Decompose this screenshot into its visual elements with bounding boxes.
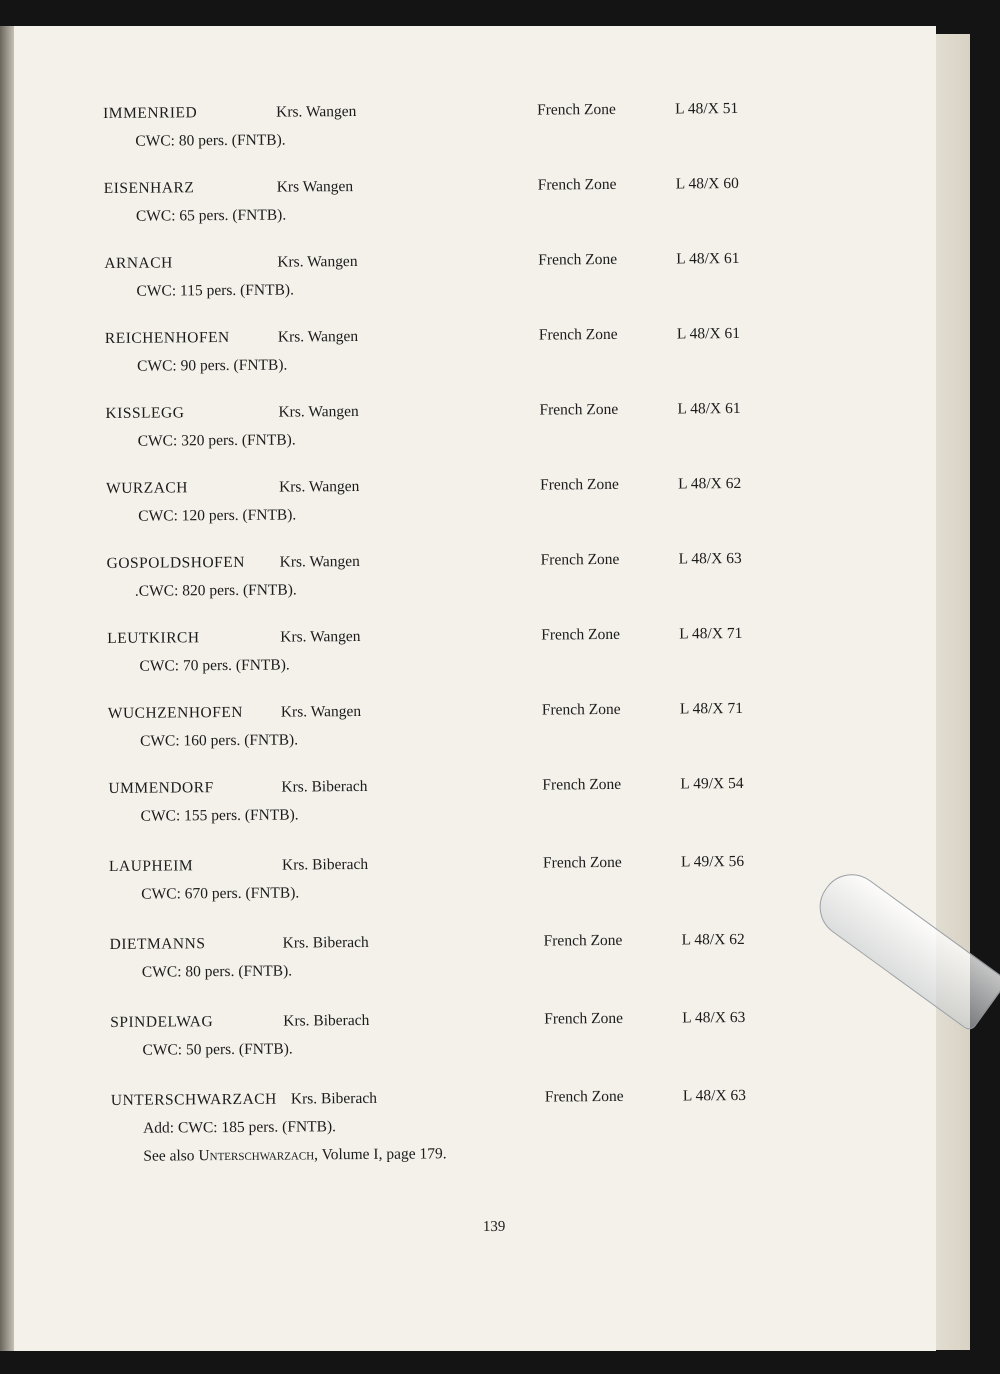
district: Krs. Biberach <box>290 1089 378 1108</box>
entry-spindelwag <box>110 1009 790 1074</box>
page-number: 139 <box>482 1218 506 1236</box>
zone: French Zone <box>537 175 617 194</box>
place-name: EISENHARZ <box>103 179 195 197</box>
see-also-note <box>143 1145 446 1165</box>
entry-note: CWC: 90 pers. (FNTB). <box>137 356 288 375</box>
entry-wuchzenhofen <box>108 700 788 765</box>
entry-note: CWC: 155 pers. (FNTB). <box>140 806 299 825</box>
entry-note: CWC: 115 pers. (FNTB). <box>136 281 295 300</box>
district: Krs. Wangen <box>277 327 359 346</box>
map-reference: L 49/X 54 <box>680 774 744 793</box>
zone: French Zone <box>543 931 623 950</box>
place-name: REICHENHOFEN <box>104 328 230 347</box>
place-name: KISSLEGG <box>105 404 185 422</box>
district: Krs. Wangen <box>278 402 359 421</box>
map-reference: L 48/X 51 <box>675 99 739 118</box>
entry-note: Add: CWC: 185 pers. (FNTB). <box>143 1118 337 1137</box>
place-name: ARNACH <box>104 254 173 272</box>
place-name: IMMENRIED <box>103 104 198 122</box>
entry-kisslegg <box>105 400 785 465</box>
district: Krs Wangen <box>276 178 354 196</box>
entry-note: CWC: 80 pers. (FNTB). <box>135 131 286 150</box>
place-name: SPINDELWAG <box>110 1013 214 1031</box>
zone: French Zone <box>537 100 616 119</box>
entry-leutkirch <box>107 625 787 690</box>
zone: French Zone <box>544 1087 624 1106</box>
entry-note: CWC: 70 pers. (FNTB). <box>139 656 290 675</box>
place-name: LAUPHEIM <box>108 857 194 875</box>
map-reference: L 48/X 63 <box>682 1008 746 1027</box>
zone: French Zone <box>541 625 621 644</box>
see-also-place: Unterschwarzach <box>198 1146 315 1165</box>
entry-arnach <box>104 250 784 315</box>
place-name: WURZACH <box>105 479 188 497</box>
see-also-prefix: See also <box>143 1147 199 1165</box>
place-name: UNTERSCHWARZACH <box>110 1090 277 1109</box>
place-name: LEUTKIRCH <box>107 629 200 647</box>
map-reference: L 48/X 71 <box>679 624 743 643</box>
entry-reichenhofen <box>105 325 785 390</box>
zone: French Zone <box>539 475 619 494</box>
district: Krs. Biberach <box>281 777 368 796</box>
zone: French Zone <box>544 1009 624 1028</box>
district: Krs. Wangen <box>276 102 357 121</box>
map-reference: L 48/X 62 <box>677 474 742 493</box>
district: Krs. Wangen <box>280 702 362 721</box>
zone: French Zone <box>540 550 620 569</box>
district: Krs. Wangen <box>277 252 358 271</box>
entry-note: CWC: 670 pers. (FNTB). <box>141 884 300 903</box>
see-also-suffix: , Volume I, page 179. <box>314 1145 447 1164</box>
map-reference: L 48/X 60 <box>675 174 739 193</box>
entry-eisenharz <box>104 175 784 240</box>
place-name: WUCHZENHOFEN <box>107 703 244 722</box>
entry-note: CWC: 320 pers. (FNTB). <box>137 431 296 450</box>
zone: French Zone <box>538 250 618 269</box>
entry-note: CWC: 120 pers. (FNTB). <box>138 506 297 525</box>
entry-note: CWC: 160 pers. (FNTB). <box>139 731 299 750</box>
zone: French Zone <box>542 853 622 872</box>
district: Krs. Biberach <box>281 855 369 874</box>
place-name: UMMENDORF <box>108 779 214 797</box>
district: Krs. Wangen <box>278 477 360 496</box>
entry-ummendorf <box>108 775 788 840</box>
zone: French Zone <box>538 325 618 344</box>
map-reference: L 48/X 61 <box>677 399 741 418</box>
zone: French Zone <box>541 700 621 719</box>
entry-note: CWC: 80 pers. (FNTB). <box>141 962 293 981</box>
map-reference: L 48/X 61 <box>676 324 741 343</box>
place-name: DIETMANNS <box>109 935 206 953</box>
district: Krs. Wangen <box>279 552 360 571</box>
entry-laupheim <box>109 853 789 918</box>
map-reference: L 48/X 63 <box>682 1086 747 1105</box>
entry-wurzach <box>106 475 786 540</box>
district: Krs. Biberach <box>283 1011 370 1030</box>
zone: French Zone <box>542 775 622 794</box>
map-reference: L 48/X 71 <box>679 699 744 718</box>
map-reference: L 48/X 62 <box>681 930 745 949</box>
map-reference: L 48/X 61 <box>676 249 740 268</box>
entry-gospoldshofen <box>107 550 787 615</box>
district: Krs. Wangen <box>280 627 361 646</box>
entry-unterschwarzach <box>111 1087 792 1182</box>
map-reference: L 49/X 56 <box>680 852 745 871</box>
entry-note: CWC: 50 pers. (FNTB). <box>142 1040 293 1059</box>
place-name: GOSPOLDSHOFEN <box>106 553 245 572</box>
map-reference: L 48/X 63 <box>678 549 742 568</box>
entry-dietmanns <box>110 931 790 996</box>
entry-immenried <box>103 100 783 165</box>
entry-note: CWC: 65 pers. (FNTB). <box>135 206 287 225</box>
zone: French Zone <box>539 400 619 419</box>
district: Krs. Biberach <box>282 933 369 952</box>
entry-note: .CWC: 820 pers. (FNTB). <box>134 581 297 600</box>
